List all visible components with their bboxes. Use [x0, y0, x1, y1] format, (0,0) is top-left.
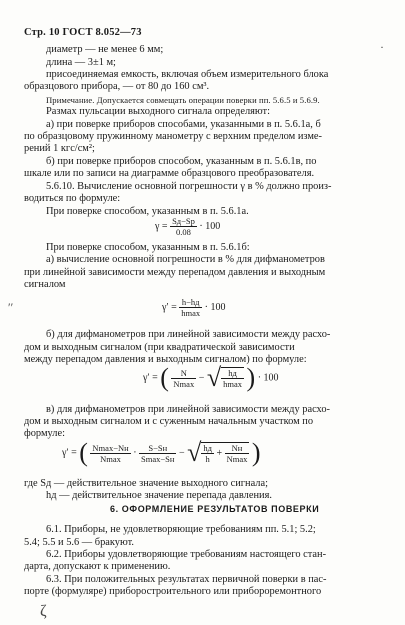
text-line: формуле: [24, 428, 65, 439]
fraction [225, 443, 250, 464]
text-line: образцового прибора, — от 80 до 160 см³. [24, 81, 210, 92]
text-line: присоединяемая емкость, включая объем измерительного блока [46, 69, 329, 80]
text-line: где Sд — действительное значение выходного сигнала; [24, 478, 268, 489]
text-line: а) при поверке приборов способами, указанными в п. 5.6.1а, б [46, 119, 321, 130]
numerator: N [171, 368, 196, 379]
numerator: h−hд [179, 297, 202, 308]
formula-lhs: γ′ = [143, 372, 158, 384]
text-line: дарта, допускают к применению. [24, 561, 171, 572]
text-line: между перепадом давления и выходным сигналом) по формуле: [24, 354, 307, 365]
margin-mark: · [380, 40, 384, 54]
text-line: 5.6.10. Вычисление основной погрешности γ в % должно произ- [46, 181, 332, 192]
numerator: Nн [225, 443, 250, 454]
numerator: Nmax−Nн [92, 442, 129, 453]
text-line: по образцовому пружинному манометру с верхним пределом изме- [24, 131, 322, 142]
formula-lhs: γ′ = [162, 301, 177, 313]
plus-sign: + [216, 447, 223, 459]
text-line: а) вычисление основной погрешности в % для дифманометров [46, 254, 325, 265]
denominator: hmax [181, 308, 201, 318]
text-line: шкале или по записи на диаграмме образцового преобразователя. [24, 168, 315, 179]
denominator: Nmax [173, 378, 195, 389]
fraction [170, 216, 197, 237]
formula-tail: · 100 [204, 301, 226, 313]
fraction [90, 443, 130, 464]
section-title: 6. ОФОРМЛЕНИЕ РЕЗУЛЬТАТОВ ПОВЕРКИ [110, 504, 320, 514]
denominator: hmax [223, 379, 243, 389]
text-line: дом и выходным сигналом и с суженным начальным участком по [24, 416, 314, 427]
dot-sign: · [133, 447, 137, 459]
fraction [171, 368, 196, 389]
numerator: hд [221, 368, 244, 379]
text-line: hд — действительное значение перепада давления. [46, 490, 272, 501]
denominator: h [205, 454, 210, 464]
numerator: Sд−Sр [172, 216, 195, 226]
denominator: 0.08 [176, 227, 191, 237]
fraction [139, 443, 176, 464]
denominator: Nmax [100, 453, 121, 464]
page-header: Стр. 10 ГОСТ 8.052—73 [24, 27, 142, 38]
text-line: Размах пульсации выходного сигнала определяют: [46, 106, 270, 117]
formula-3: γ′ = ( $\frac{N}{Nmax}$ − √ $\frac{hд}{hmax}$ ) · 100 [143, 363, 279, 392]
text-line: при линейной зависимости между перепадом давления и выходным [24, 267, 326, 278]
note-line: Примечание. Допускается совмещать операции поверки пп. 5.6.5 и 5.6.9. [46, 95, 320, 105]
margin-mark: ζ [40, 603, 47, 620]
formula-4: γ′ = ( $\frac{Nmax-Nн}{Nmax}$ · $\frac{S-Sн}{Smax-Sн}$ − √ $\frac{hд}{h}$ + $\frac{Nн}{Nmax}$ ) [62, 438, 261, 467]
numerator: S−Sн [139, 443, 176, 454]
text-line: 6.2. Приборы удовлетворяющие требованиям настоящего стан- [46, 549, 327, 560]
margin-mark: ′′ [8, 300, 14, 314]
formula-tail: · 100 [199, 220, 221, 232]
text-line: диаметр — не менее 6 мм; [46, 44, 164, 55]
formula-tail: · 100 [257, 372, 279, 384]
formula-lhs: γ = [155, 220, 168, 232]
denominator: Smax−Sн [141, 453, 175, 464]
text-line: 6.3. При положительных результатах первичной поверки в пас- [46, 574, 327, 585]
text-line: При поверке способом, указанным в п. 5.6.1б: [46, 242, 250, 253]
text-line: б) при поверке приборов способом, указанным в п. 5.6.1в, по [46, 156, 317, 167]
text-line: дом и выходным сигналом (при квадратической зависимости [24, 342, 295, 353]
radicand [201, 442, 249, 464]
text-line: сигналом [24, 279, 66, 290]
text-line: б) для дифманометров при линейной зависимости между расхо- [46, 329, 331, 340]
text-line: 6.1. Приборы, не удовлетворяющие требованиям пп. 5.1; 5.2; [46, 524, 316, 535]
formula-2 [162, 297, 225, 318]
text-line: водиться по формуле: [24, 193, 121, 204]
fraction [179, 297, 202, 318]
fraction [201, 443, 214, 464]
text-line: в) для дифманометров при линейной зависимости между расхо- [46, 404, 331, 415]
text-line: порте (формуляре) приборостроительного или приборoремонтного [24, 586, 322, 597]
text-line: рений 1 кгс/см²; [24, 143, 95, 154]
formula-1 [155, 216, 220, 237]
text-line: При поверке способом, указанным в п. 5.6.1а. [46, 206, 249, 217]
fraction [221, 367, 244, 389]
formula-lhs: γ′ = [62, 447, 77, 459]
text-line: 5.4; 5.5 и 5.6 — бракуют. [24, 537, 134, 548]
denominator: Nmax [226, 454, 248, 464]
numerator: hд [203, 443, 212, 453]
minus-sign: − [198, 372, 205, 384]
text-line: длина — 3±1 м; [46, 57, 116, 68]
